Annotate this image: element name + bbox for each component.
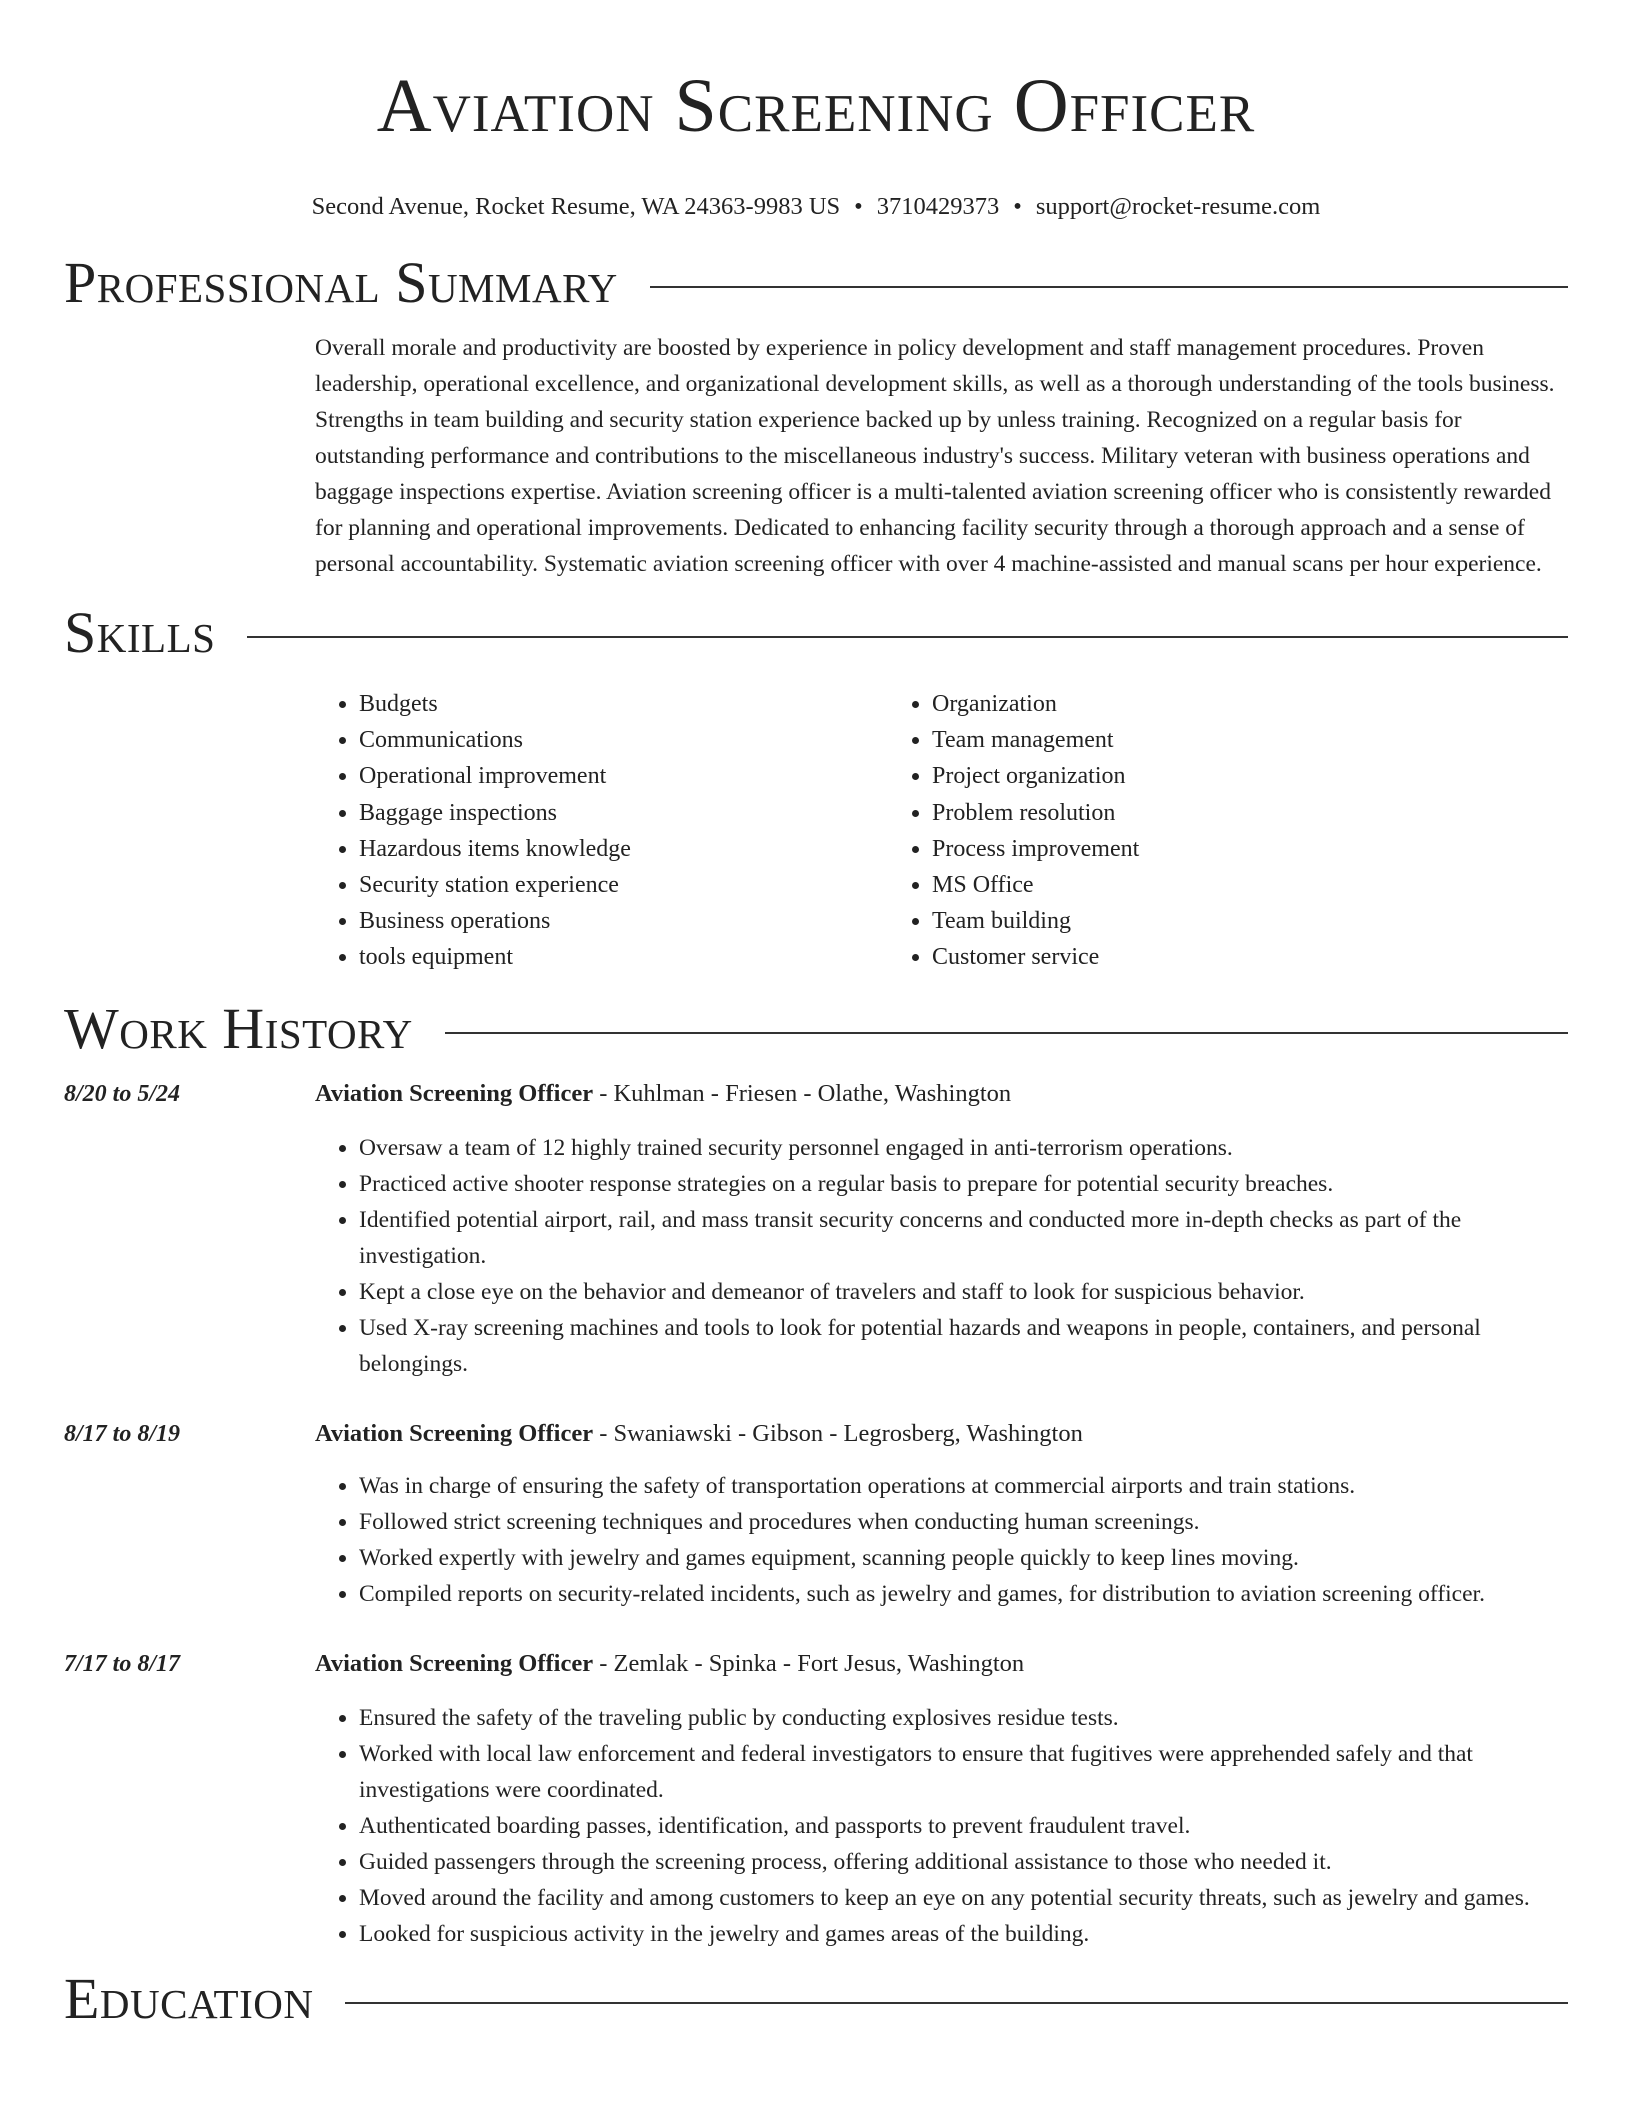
job-duty: • Authenticated boarding passes, identification, and passports to prevent fraudulent travel. bbox=[359, 1808, 1568, 1844]
section-divider bbox=[445, 1032, 1568, 1034]
job-duty: • Practiced active shooter response strategies on a regular basis to prepare for potential security breaches. bbox=[359, 1166, 1568, 1202]
job-title: Aviation Screening Officer bbox=[315, 1649, 594, 1677]
job-duties bbox=[315, 1468, 1568, 1612]
skill-item: • Process improvement bbox=[932, 831, 1461, 867]
job-duty: • Kept a close eye on the behavior and demeanor of travelers and staff to look for suspicious behavior. bbox=[359, 1274, 1568, 1310]
skill-item: • Operational improvement bbox=[359, 758, 888, 794]
skill-item: • Team management bbox=[932, 722, 1461, 758]
skills-column-left bbox=[315, 686, 888, 976]
skills-section-header bbox=[64, 600, 1568, 666]
skills-list bbox=[64, 686, 1568, 976]
skill-item: • Business operations bbox=[359, 903, 888, 939]
skill-item: • Security station experience bbox=[359, 867, 888, 903]
skill-item: • Budgets bbox=[359, 686, 888, 722]
job-duty: • Worked with local law enforcement and federal investigators to ensure that fugitives were apprehended safely and that investigations were coordinated. bbox=[359, 1736, 1568, 1808]
job-duty: • Worked expertly with jewelry and games equipment, scanning people quickly to keep lines moving. bbox=[359, 1540, 1568, 1576]
skill-item: • MS Office bbox=[932, 867, 1461, 903]
job-title-line bbox=[315, 1076, 1568, 1112]
skill-item: • tools equipment bbox=[359, 939, 888, 975]
section-divider bbox=[247, 636, 1568, 638]
education-heading: Education bbox=[64, 1965, 314, 2031]
job-duty: • Oversaw a team of 12 highly trained security personnel engaged in anti-terrorism operations. bbox=[359, 1130, 1568, 1166]
contact-address: Second Avenue, Rocket Resume, WA 24363-9983 US bbox=[311, 193, 841, 220]
job-duty: • Identified potential airport, rail, and mass transit security concerns and conducted more in-depth checks as part of the investigation. bbox=[359, 1202, 1568, 1274]
job-employer: - Swaniawski - Gibson - Legrosberg, Washington bbox=[593, 1419, 1083, 1447]
skill-item: • Hazardous items knowledge bbox=[359, 831, 888, 867]
work-heading: Work History bbox=[64, 995, 413, 1061]
job-title: Aviation Screening Officer bbox=[315, 1079, 594, 1107]
job-duty: • Compiled reports on security-related incidents, such as jewelry and games, for distribution to aviation screening officer. bbox=[359, 1576, 1568, 1612]
contact-line bbox=[64, 192, 1568, 222]
skill-item: • Problem resolution bbox=[932, 795, 1461, 831]
job-duty: • Used X-ray screening machines and tools to look for potential hazards and weapons in people, containers, and personal belongings. bbox=[359, 1310, 1568, 1382]
work-section-header bbox=[64, 996, 1568, 1062]
job-dates: 8/17 to 8/19 bbox=[64, 1420, 181, 1447]
skill-item: • Team building bbox=[932, 903, 1461, 939]
section-divider bbox=[650, 286, 1568, 288]
skill-item: • Customer service bbox=[932, 939, 1461, 975]
job-duties bbox=[315, 1700, 1568, 1952]
skills-column-right bbox=[888, 686, 1461, 976]
job-duty: • Ensured the safety of the traveling public by conducting explosives residue tests. bbox=[359, 1700, 1568, 1736]
job-title-line bbox=[315, 1646, 1568, 1682]
contact-email: support@rocket-resume.com bbox=[1035, 193, 1321, 220]
summary-heading: Professional Summary bbox=[64, 250, 618, 315]
skill-item: • Communications bbox=[359, 722, 888, 758]
summary-text: Overall morale and productivity are boosted by experience in policy development and staff management procedures. Proven leadership, operational excellence, and organizational development skills, as well as a thorough understanding of the tools business. Strengths in team building and security station experience backed up by unless training. Recognized on a regular basis for outstanding performance and contributions to the miscellaneous industry's success. Military veteran with business operations and baggage inspections expertise. Aviation screening officer is a multi-talented aviation screening officer who is consistently rewarded for planning and operational improvements. Dedicated to enhancing facility security through a thorough approach and a sense of personal accountability. Systematic aviation screening officer with over 4 machine-assisted and manual scans per hour experience. bbox=[315, 335, 1555, 577]
skill-item: • Baggage inspections bbox=[359, 795, 888, 831]
job-entry bbox=[64, 1646, 1568, 1952]
job-entry bbox=[64, 1416, 1568, 1612]
contact-phone: 3710429373 bbox=[876, 193, 1000, 220]
job-duty: • Followed strict screening techniques and procedures when conducting human screenings. bbox=[359, 1504, 1568, 1540]
job-duty: • Was in charge of ensuring the safety of transportation operations at commercial airports and train stations. bbox=[359, 1468, 1568, 1504]
job-title-line bbox=[315, 1416, 1568, 1452]
section-divider bbox=[345, 2002, 1568, 2004]
job-entry bbox=[64, 1076, 1568, 1382]
skill-item: • Project organization bbox=[932, 758, 1461, 794]
job-duty: • Moved around the facility and among customers to keep an eye on any potential security threats, such as jewelry and games. bbox=[359, 1880, 1568, 1916]
skills-heading: Skills bbox=[64, 600, 216, 665]
skill-item: • Organization bbox=[932, 686, 1461, 722]
summary-section-header bbox=[64, 250, 1568, 316]
job-dates: 7/17 to 8/17 bbox=[64, 1650, 181, 1677]
job-title: Aviation Screening Officer bbox=[315, 1419, 594, 1447]
job-employer: - Zemlak - Spinka - Fort Jesus, Washington bbox=[593, 1649, 1025, 1677]
job-employer: - Kuhlman - Friesen - Olathe, Washington bbox=[593, 1079, 1012, 1107]
job-duty: • Looked for suspicious activity in the jewelry and games areas of the building. bbox=[359, 1916, 1568, 1952]
contact-separator: • bbox=[854, 193, 863, 220]
job-duties bbox=[315, 1130, 1568, 1382]
education-section-header bbox=[64, 1966, 1568, 2032]
job-duty: • Guided passengers through the screening process, offering additional assistance to those who needed it. bbox=[359, 1844, 1568, 1880]
job-dates: 8/20 to 5/24 bbox=[64, 1080, 181, 1107]
candidate-name: Aviation Screening Officer bbox=[376, 64, 1256, 148]
contact-separator: • bbox=[1013, 193, 1022, 220]
